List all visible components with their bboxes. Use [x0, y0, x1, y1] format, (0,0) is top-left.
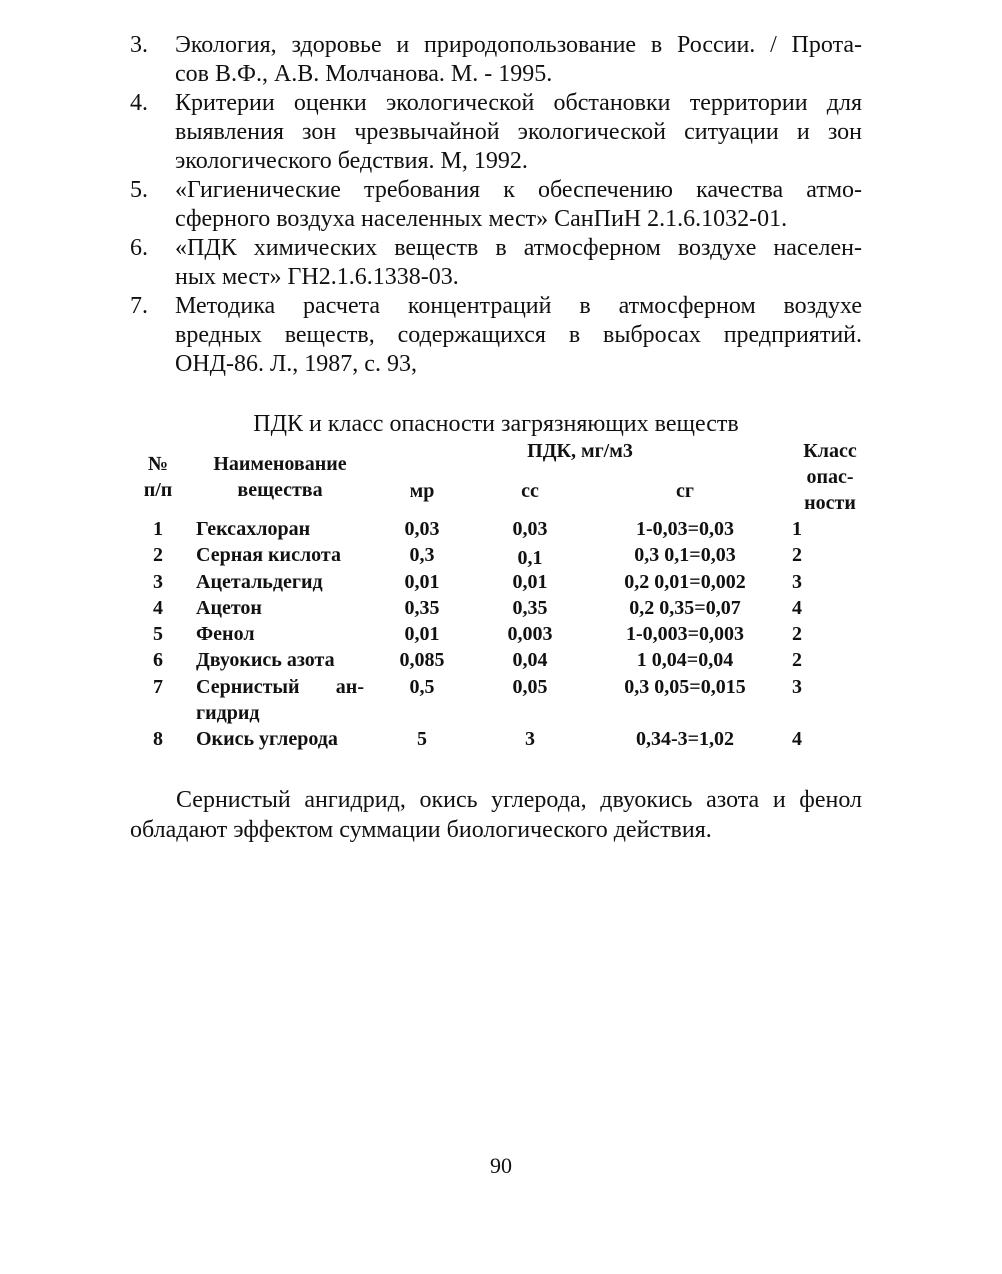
table-row — [130, 726, 865, 752]
reference-text: «ПДК химических веществ в атмосферном воздухе населен- — [175, 235, 862, 261]
cell-mr: 0,3 — [409, 544, 435, 567]
reference-text: Экология, здоровье и природопользование в России. / Прота- — [175, 32, 862, 58]
reference-item — [130, 31, 862, 89]
table-row — [130, 647, 865, 673]
table-row — [130, 674, 865, 727]
reference-number: 3. — [130, 32, 148, 58]
cell-mr: 0,085 — [399, 649, 445, 672]
cell-class: 4 — [792, 596, 802, 619]
header-class — [790, 438, 870, 516]
cell-class: 4 — [792, 728, 802, 751]
body-paragraph — [130, 785, 862, 845]
cell-ss: 0,1 — [517, 547, 543, 570]
cell-mr: 0,5 — [409, 675, 435, 698]
header-name-line: вещества — [237, 479, 323, 501]
cell-name-line: Сернистый ан- — [196, 675, 364, 698]
reference-text: выявления зон чрезвычайной экологической ситуации и зон — [175, 119, 862, 145]
cell-mr: 0,03 — [404, 518, 440, 540]
reference-number: 6. — [130, 235, 148, 261]
cell-name-line: Фенол — [196, 623, 255, 646]
table-row — [130, 621, 865, 647]
header-pdk-group: ПДК, мг/м3 — [527, 440, 633, 462]
cell-ss: 0,05 — [512, 675, 548, 698]
cell-number: 4 — [153, 596, 163, 619]
reference-text: вредных веществ, содержащихся в выбросах предприятий. — [175, 322, 862, 348]
cell-mr: 0,01 — [404, 623, 440, 646]
cell-name — [196, 621, 364, 647]
reference-text: Критерии оценки экологической обстановки территории для — [175, 90, 862, 116]
header-sg: сг — [676, 480, 694, 502]
cell-name-line: Двуокись азота — [196, 649, 335, 672]
cell-mr: 0,35 — [404, 596, 440, 619]
table-row — [130, 569, 865, 595]
cell-ss: 0,35 — [512, 596, 548, 619]
cell-number: 5 — [153, 623, 163, 646]
reference-text: «Гигиенические требования к обеспечению качества атмо- — [175, 177, 862, 203]
reference-item — [130, 234, 862, 292]
cell-ss: 0,01 — [512, 570, 548, 593]
reference-text: Методика расчета концентраций в атмосферном воздухе — [175, 293, 862, 319]
reference-text: экологического бедствия. М, 1992. — [175, 148, 528, 174]
cell-name-line: гидрид — [196, 701, 260, 724]
cell-mr: 0,01 — [404, 570, 440, 593]
reference-number: 4. — [130, 90, 148, 116]
reference-text: сферного воздуха населенных мест» СанПиН 2.1.6.1032-01. — [175, 206, 788, 232]
header-name-line: Наименование — [213, 453, 347, 475]
cell-ss: 0,03 — [512, 518, 548, 540]
cell-ss: 0,003 — [507, 623, 553, 646]
page-number: 90 — [490, 1153, 512, 1178]
cell-name — [196, 674, 364, 726]
cell-sg: 1-0,003=0,003 — [625, 623, 745, 646]
cell-sg: 0,3 0,1=0,03 — [634, 544, 736, 567]
cell-name — [196, 516, 364, 542]
table-row — [130, 595, 865, 621]
cell-number: 1 — [153, 518, 163, 540]
cell-number: 3 — [153, 570, 163, 593]
header-class-line: Класс — [803, 440, 857, 462]
cell-number: 6 — [153, 649, 163, 672]
reference-number: 5. — [130, 177, 148, 203]
cell-number: 2 — [153, 544, 163, 567]
cell-sg: 1-0,03=0,03 — [635, 518, 735, 540]
header-number-line: № — [147, 453, 169, 475]
table-row — [130, 542, 865, 568]
header-mr: мр — [409, 480, 435, 502]
cell-name-line: Ацетальдегид — [196, 570, 323, 593]
header-number-line: п/п — [143, 479, 173, 501]
reference-number: 7. — [130, 293, 148, 319]
cell-class: 2 — [792, 623, 802, 646]
cell-mr: 5 — [417, 728, 427, 751]
cell-ss: 0,04 — [512, 649, 548, 672]
paragraph-line: обладают эффектом суммации биологического действия. — [130, 817, 712, 843]
paragraph-line: Сернистый ангидрид, окись углерода, двуокись азота и фенол — [176, 787, 862, 813]
cell-sg: 0,34-3=1,02 — [635, 728, 735, 751]
reference-text: сов В.Ф., А.В. Молчанова. М. - 1995. — [175, 61, 553, 87]
header-number — [130, 451, 186, 503]
reference-text: ных мест» ГН2.1.6.1338-03. — [175, 264, 459, 290]
cell-class: 2 — [792, 649, 802, 672]
cell-number: 7 — [153, 675, 163, 698]
cell-name-line: Серная кислота — [196, 544, 341, 567]
cell-name — [196, 595, 364, 621]
header-class-line: ности — [804, 492, 856, 514]
reference-list — [130, 31, 862, 379]
pollutant-table — [130, 438, 865, 753]
cell-class: 3 — [792, 675, 802, 698]
cell-name-line: Гексахлоран — [196, 518, 311, 540]
cell-sg: 0,3 0,05=0,015 — [624, 675, 746, 698]
cell-name — [196, 569, 364, 595]
cell-sg: 0,2 0,01=0,002 — [624, 570, 746, 593]
reference-item — [130, 292, 862, 379]
cell-class: 3 — [792, 570, 802, 593]
table-header — [130, 438, 865, 516]
cell-class: 1 — [792, 518, 802, 540]
cell-name — [196, 726, 364, 752]
cell-class: 2 — [792, 544, 802, 567]
header-name — [192, 451, 368, 503]
table-caption: ПДК и класс опасности загрязняющих веществ — [253, 411, 739, 437]
reference-item — [130, 176, 862, 234]
header-ss: сс — [521, 480, 539, 502]
header-class-line: опас- — [806, 466, 854, 488]
cell-number: 8 — [153, 728, 163, 751]
cell-name-line: Окись углерода — [196, 728, 338, 751]
cell-name — [196, 647, 364, 673]
cell-sg: 1 0,04=0,04 — [636, 649, 734, 672]
table-row — [130, 516, 865, 542]
reference-text: ОНД-86. Л., 1987, с. 93, — [175, 351, 417, 377]
cell-name — [196, 542, 364, 568]
cell-sg: 0,2 0,35=0,07 — [629, 596, 741, 619]
cell-name-line: Ацетон — [196, 596, 262, 619]
reference-item — [130, 89, 862, 176]
cell-ss: 3 — [525, 728, 535, 751]
